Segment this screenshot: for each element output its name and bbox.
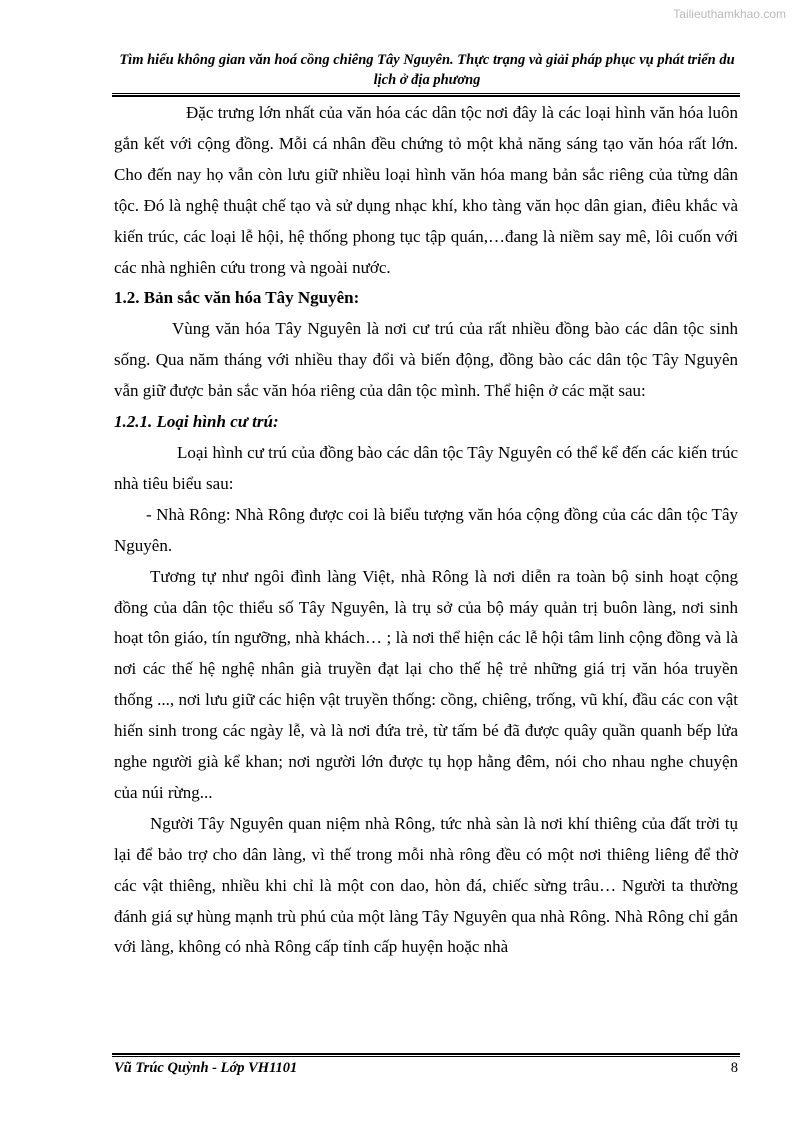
footer-author: Vũ Trúc Quỳnh - Lớp VH1101 xyxy=(114,1060,298,1076)
paragraph-1: Đặc trưng lớn nhất của văn hóa các dân tộc nơi đây là các loại hình văn hóa luôn gắn kết với cộng đồng. Mỗi cá nhân đều chứng tỏ một khả năng sáng tạo văn hóa rất lớn. Cho đến nay họ vẫn còn lưu giữ nhiều loại hình văn hóa mang bản sắc riêng của từng dân tộc. Đó là nghệ thuật chế tạo và sử dụng nhạc khí, kho tàng văn học dân gian, điêu khắc và kiến trúc, các loại lễ hội, hệ thống phong tục tập quán,…đang là niềm say mê, lôi cuốn với các nhà nghiên cứu trong và ngoài nước. xyxy=(114,103,738,277)
page-header-title: Tìm hiểu không gian văn hoá cồng chiêng Tây Nguyên. Thực trạng và giải pháp phục vụ phát triển du lịch ở địa phương xyxy=(119,52,735,88)
paragraph-6: Người Tây Nguyên quan niệm nhà Rông, tức nhà sàn là nơi khí thiêng của đất trời tụ lại để bảo trợ cho dân làng, vì thế trong mỗi nhà rông đều có một nơi thiêng liêng để thờ các vật thiêng, nhiều khi chỉ là một con dao, hòn đá, chiếc sừng trâu… Người ta thường đánh giá sự hùng mạnh trù phú của một làng Tây Nguyên qua nhà Rông. Nhà Rông chỉ gắn với làng, không có nhà Rông cấp tỉnh cấp huyện hoặc nhà xyxy=(114,813,738,957)
section-heading: 1.2. Bản sắc văn hóa Tây Nguyên: xyxy=(114,288,360,308)
page-number: 8 xyxy=(730,1060,738,1076)
watermark: Tailieuthamkhao.com xyxy=(673,7,786,21)
footer-divider xyxy=(112,1053,740,1057)
paragraph-4: - Nhà Rông: Nhà Rông được coi là biểu tượng văn hóa cộng đồng của các dân tộc Tây Nguyên. xyxy=(114,504,738,555)
page-content xyxy=(114,98,738,963)
subsection-heading: 1.2.1. Loại hình cư trú: xyxy=(114,412,279,432)
header-divider xyxy=(112,93,740,97)
paragraph-2: Vùng văn hóa Tây Nguyên là nơi cư trú của rất nhiều đồng bào các dân tộc sinh sống. Qua năm tháng với nhiều thay đổi và biến động, đồng bào các dân tộc Tây Nguyên vẫn giữ được bản sắc văn hóa riêng của dân tộc mình. Thể hiện ở các mặt sau: xyxy=(114,319,738,401)
paragraph-5: Tương tự như ngôi đình làng Việt, nhà Rông là nơi diễn ra toàn bộ sinh hoạt cộng đồng của dân tộc thiểu số Tây Nguyên, là trụ sở của bộ máy quản trị buôn làng, nơi sinh hoạt tôn giáo, tín ngưỡng, nhà khách… ; là nơi thể hiện các lễ hội tâm linh cộng đồng và là nơi các thế hệ nghệ nhân già truyền đạt lại cho thế hệ trẻ những giá trị văn hóa truyền thống ..., nơi lưu giữ các hiện vật truyền thống: cồng, chiêng, trống, vũ khí, đầu các con vật hiến sinh trong các ngày lễ, và là nơi đứa trẻ, từ tấm bé đã được quây quần quanh bếp lửa nghe người già kể khan; nơi người lớn được tụ họp hằng đêm, nói cho nhau nghe chuyện của núi rừng... xyxy=(114,566,738,802)
paragraph-3: Loại hình cư trú của đồng bào các dân tộc Tây Nguyên có thể kể đến các kiến trúc nhà tiêu biểu sau: xyxy=(114,442,738,493)
